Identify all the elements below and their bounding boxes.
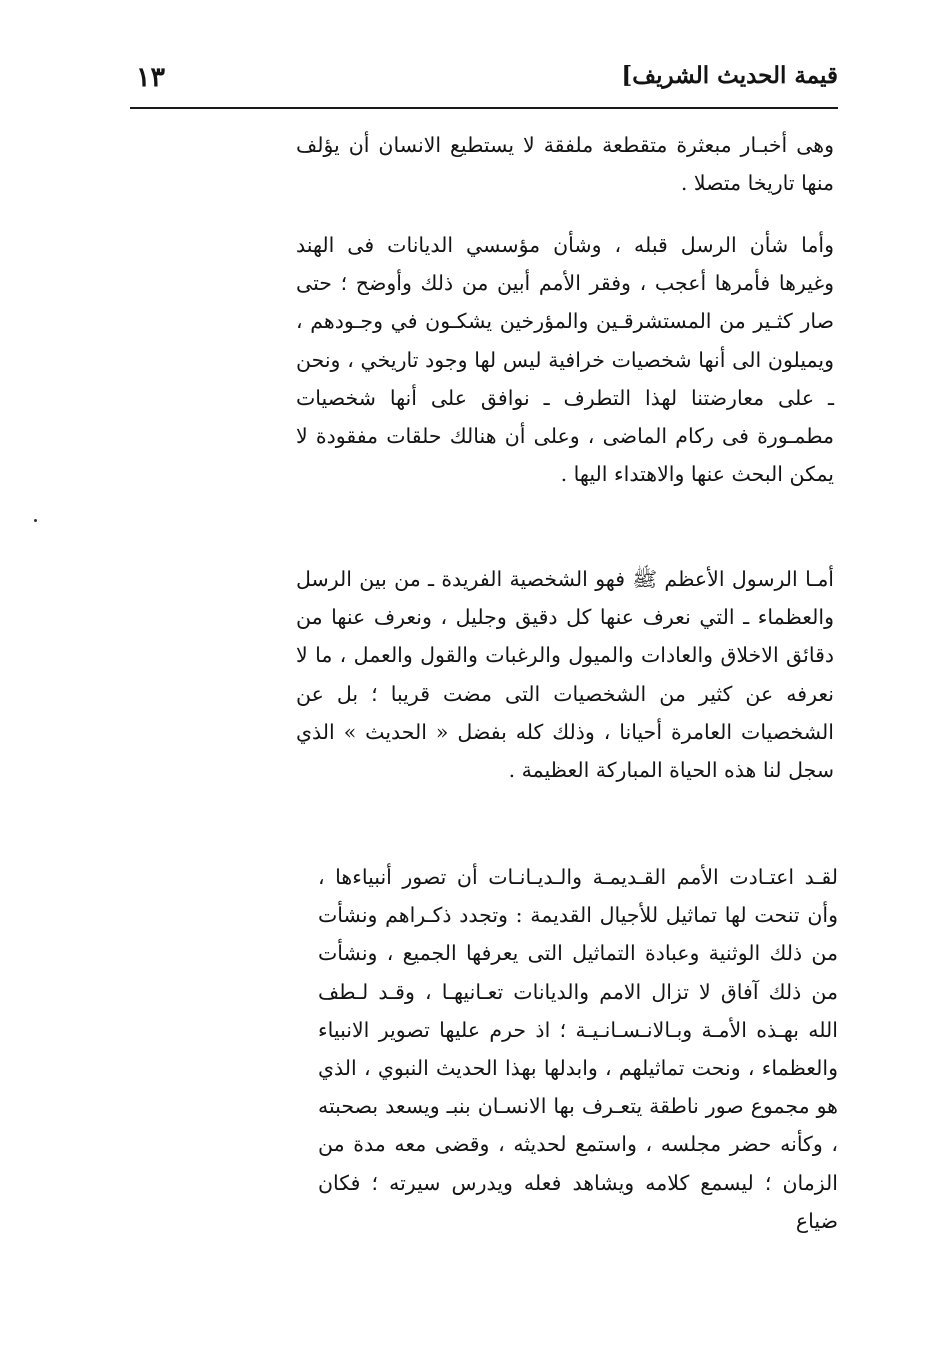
second-text-block — [318, 858, 838, 1240]
paragraph-4: لقـد اعتـادت الأمم القـديمـة والـديـانـات أن تصور أنبياءها ، وأن تنحت لها تماثيل للأجيال القديمة : وتجدد ذكـراهم ونشأت من ذلك الوثنية وعبادة التماثيل التى يعرفها الجميع ، ونشأت من ذلك آفاق لا تزال الامم والديانات تعـانيهـا ، وقـد لـطف الله بهـذه الأمـة وبـالانـسـانـيـة ؛ اذ حرم عليها تصوير الانبياء والعظماء ، ونحت تماثيلهم ، وابدلها بهذا الحديث النبوي ، الذي هو مجموع صور ناطقة يتعـرف بها الانسـان بنبـ ويسعد بصحبته ، وكأنه حضر مجلسه ، واستمع لحديثه ، وقضى معه مدة من الزمان ؛ ليسمع كلامه ويشاهد فعله ويدرس سيرته ؛ فكان ضياع — [318, 865, 838, 1233]
header-rule — [130, 107, 838, 109]
scan-speck — [34, 519, 37, 522]
page-header — [130, 58, 838, 104]
paragraph-3: أمـا الرسول الأعظم ﷺ فهو الشخصية الفريدة ـ من بين الرسل والعظماء ـ التي نعرف عنها كل دقيق وجليل ، ونعرف عنها من دقائق الاخلاق والعادات والميول والرغبات والقول والعمل ، ما لا نعرفه عن كثير من الشخصيات التى مضت قريبا ؛ بل عن الشخصيات العامرة أحيانا ، وذلك كله بفضل « الحديث » الذي سجل لنا هذه الحياة المباركة العظيمة . — [296, 567, 834, 783]
paragraph-1: وهى أخبـار مبعثرة متقطعة ملفقة لا يستطيع الانسان أن يؤلف منها تاريخا متصلا . — [296, 133, 834, 196]
page-number: ١٣ — [136, 62, 166, 93]
running-title: قيمة الحديث الشريف] — [621, 62, 838, 89]
paragraph-2: وأما شأن الرسل قبله ، وشأن مؤسسي الديانات فى الهند وغيرها فأمرها أعجب ، وفقر الأمم أبين من ذلك وأوضح ؛ حتى صار كثـير من المستشرقـين والمؤرخين يشكـون في وجـودهم ، ويميلون الى أنها شخصيات خرافية ليس لها وجود تاريخي ، ونحن ـ على معارضتنا لهذا التطرف ـ نوافق على أنها شخصيات مطمـورة فى ركام الماضى ، وعلى أن هنالك حلقات مفقودة لا يمكن البحث عنها والاهتداء اليها . — [296, 233, 834, 487]
